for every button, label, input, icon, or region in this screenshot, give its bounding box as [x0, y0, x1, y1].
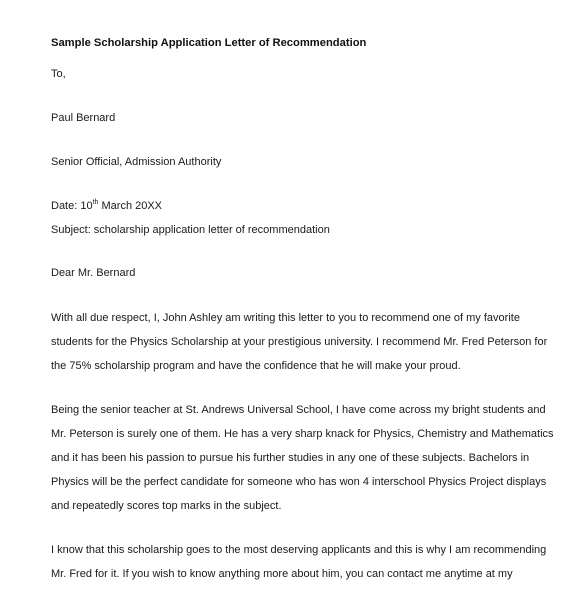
paragraph-line: and it has been his passion to pursue his further studies in any one of these subjects. Bachelors in	[51, 452, 530, 464]
date-rest: March 20XX	[98, 200, 163, 212]
paragraph-line: Physics will be the perfect candidate for someone who has won 4 interschool Physics Project displays	[51, 476, 547, 488]
addressee-to: To,	[51, 68, 66, 80]
recipient-name: Paul Bernard	[51, 112, 116, 124]
paragraph-line: Mr. Fred for it. If you wish to know anything more about him, you can contact me anytime at my	[51, 568, 513, 580]
paragraph-line: students for the Physics Scholarship at your prestigious university. I recommend Mr. Fred Peterson for	[51, 336, 548, 348]
paragraph-line: the 75% scholarship program and have the confidence that he will make your proud.	[51, 360, 461, 372]
date-ordinal-suffix: th	[92, 199, 99, 206]
letter-subject: Subject: scholarship application letter of recommendation	[51, 224, 330, 236]
paragraph-line: Being the senior teacher at St. Andrews Universal School, I have come across my bright students and	[51, 404, 546, 416]
recipient-title: Senior Official, Admission Authority	[51, 156, 222, 168]
paragraph-line: With all due respect, I, John Ashley am writing this letter to you to recommend one of my favorite	[51, 312, 520, 324]
date-prefix: Date: 10	[51, 200, 93, 212]
document-title: Sample Scholarship Application Letter of Recommendation	[51, 37, 367, 49]
paragraph-line: and repeatedly scores top marks in the subject.	[51, 500, 282, 512]
paragraph-line: I know that this scholarship goes to the most deserving applicants and this is why I am recommending	[51, 544, 547, 556]
salutation: Dear Mr. Bernard	[51, 267, 136, 279]
paragraph-line: Mr. Peterson is surely one of them. He has a very sharp knack for Physics, Chemistry and Mathematics	[51, 428, 554, 440]
letter-date	[51, 199, 162, 213]
